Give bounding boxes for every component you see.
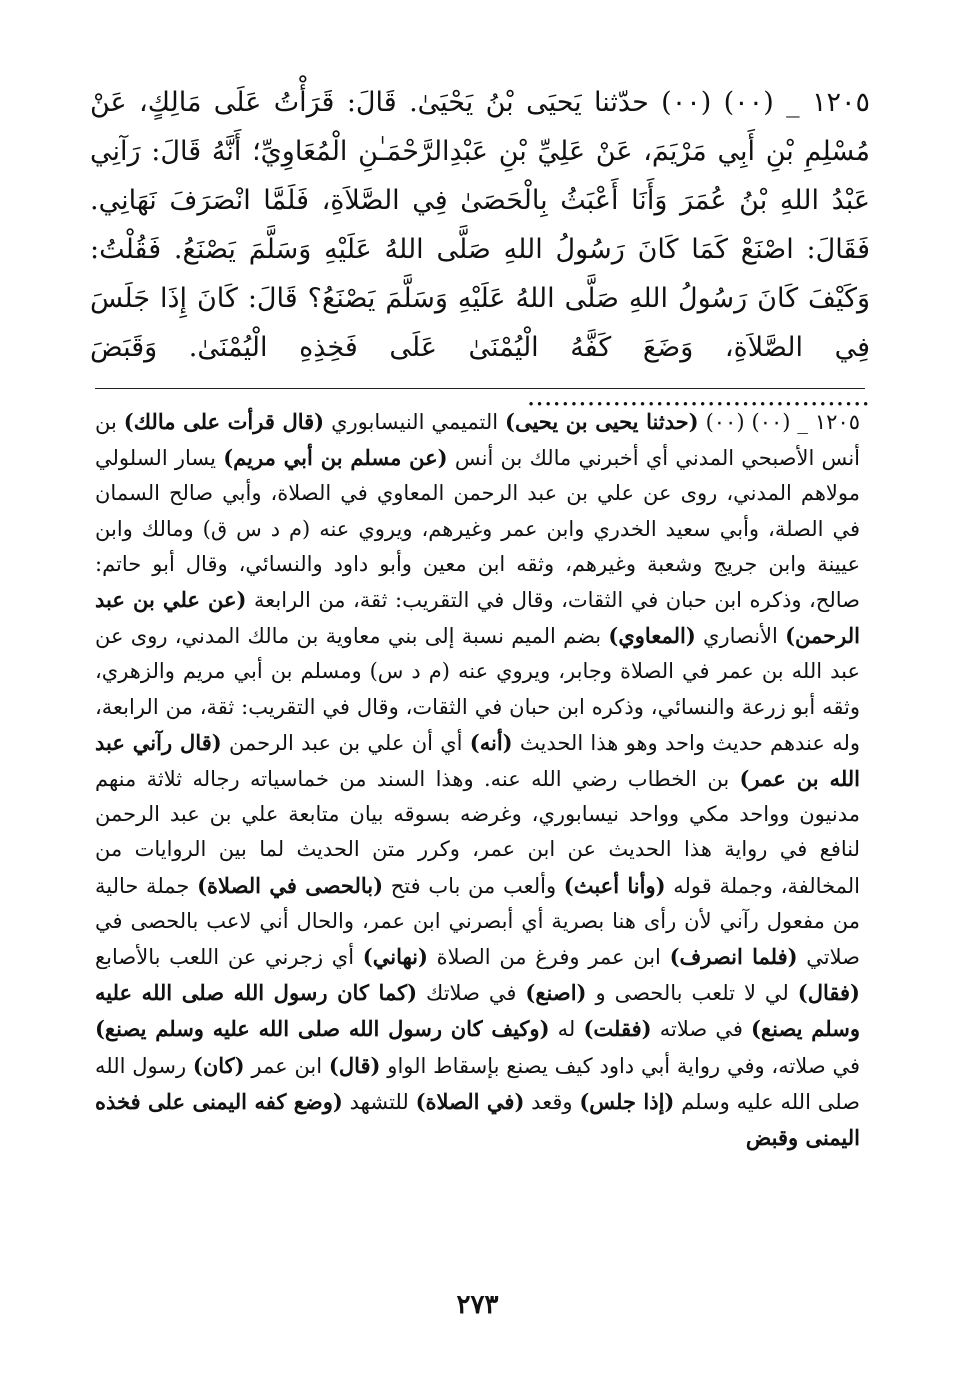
commentary-text: في صلاته، وفي رواية أبي داود كيف يصنع بإسقاط الواو [380,1053,861,1078]
commentary-text: له [549,1017,584,1042]
commentary-text: في صلاته [651,1017,752,1042]
commentary-text: بضم الميم نسبة إلى بني معاوية بن مالك المدني، روى عن عبد الله بن عمر في الصلاة وجابر، ويروي عنه (م د س) ومسلم بن أبي مريم والزهري، وثقه أبو زرعة والنسائي، وذكره ابن حبان في الثقات، وقال في التقريب: ثقة، من الرابعة، وله عندهم حديث واحد وهو هذا الحديث [95,624,860,755]
commentary-paragraph [95,404,860,1156]
commentary-quote: (قال) [328,1052,381,1078]
commentary-text: أي زجرني عن اللعب بالأصابع [95,945,363,970]
commentary-quote: (وكيف كان رسول الله صلى الله عليه وسلم يصنع) [95,1016,550,1042]
commentary-text: الأنصاري [695,624,786,649]
commentary-quote: (وأنا أعبث) [563,872,666,898]
commentary-quote: (كان) [192,1052,245,1078]
commentary-quote: (نهاني) [362,944,428,970]
commentary-quote: (فلما انصرف) [669,944,798,970]
commentary-text: يسار السلولي مولاهم المدني، روى عن علي بن عبد الرحمن المعاوي في الصلاة، وأبي صالح السمان في الصلة، وأبي سعيد الخدري وابن عمر وغيرهم، ويروي عنه (م د س ق) ومالك وابن عيينة وابن جريج وشعبة وغيرهم، وثقه ابن معين وأبو داود والنسائي، وقال أبو حاتم: صالح، وذكره ابن حبان في الثقات، وقال في التقريب: ثقة، من الرابعة [95,446,860,613]
commentary-quote: (وضع كفه اليمنى على فخذه اليمنى وقبض [95,1088,860,1151]
commentary-quote: (إذا جلس) [579,1088,675,1114]
commentary-text: أي أن علي بن عبد الرحمن [221,730,470,755]
commentary-quote: (كما كان رسول الله صلى الله عليه وسلم يصنع) [95,980,860,1042]
commentary-text: وألعب من باب فتح [383,873,564,898]
commentary-quote: (في الصلاة) [415,1088,525,1114]
hadith-text-block [90,78,870,421]
commentary-text: وقعد [524,1089,580,1114]
commentary-quote: (فقال) [797,980,860,1006]
commentary-text: ابن عمر [244,1053,329,1078]
commentary-text: ١٢٠٥ _ (٠٠) (٠٠) [698,410,861,434]
commentary-text: التميمي النيسابوري [324,410,506,434]
commentary-quote: (فقلت) [583,1016,652,1042]
commentary-quote: (اصنع) [525,980,587,1006]
commentary-text: ابن عمر وفرغ من الصلاة [427,945,670,970]
commentary-text: بن الخطاب رضي الله عنه. وهذا السند من خماسياته رجاله ثلاثة منهم مدنيون وواحد مكي وواحد نيسابوري، وغرضه بسوقه بيان متابعة علي بن عبد الرحمن لنافع في رواية هذا الحديث عن ابن عمر، وكرر متن الحديث لما بين الروايات من المخالفة، وجملة قوله [95,767,860,898]
commentary-text: جملة حالية من مفعول رآني لأن رأى هنا بصرية أي أبصرني ابن عمر، والحال أني لاعب بالحصى في صلاتي [95,873,861,970]
commentary-text: بن أنس الأصبحي المدني أي أخبرني مالك بن أنس [95,410,860,471]
commentary-quote: (المعاوي) [608,623,696,649]
hadith-text: ١٢٠٥ _ (٠٠) (٠٠) حدّثنا يَحيَى بْنُ يَحْيَىٰ. قَالَ: قَرَأْتُ عَلَى مَالِكٍ، عَنْ مُسْلِمِ بْنِ أَبِي مَرْيَمَ، عَنْ عَلِيِّ بْنِ عَبْدِالرَّحْمَـٰنِ الْمُعَاوِيِّ؛ أَنَّهُ قَالَ: رَآنِي عَبْدُ اللهِ بْنُ عُمَرَ وَأَنَا أَعْبَثُ بِالْحَصَىٰ فِي الصَّلاَةِ، فَلَمَّا انْصَرَفَ نَهَانِي. فَقَالَ: اصْنَعْ كَمَا كَانَ رَسُولُ اللهِ صَلَّى اللهُ عَلَيْهِ وَسَلَّمَ يَصْنَعُ. فَقُلْتُ: وَكَيْفَ كَانَ رَسُولُ اللهِ صَلَّى اللهُ عَلَيْهِ وَسَلَّمَ يَصْنَعُ؟ قَالَ: كَانَ إِذَا جَلَسَ فِي الصَّلاَةِ، وَضَعَ كَفَّهُ الْيُمْنَىٰ عَلَى فَخِذِهِ الْيُمْنَىٰ. وَقَبَضَ ........................................ [90,87,870,412]
commentary-quote: (حدثنا يحيى بن يحيى) [505,409,699,434]
commentary-quote: (بالحصى في الصلاة) [197,872,384,898]
commentary-text: للتشهد [342,1089,416,1114]
commentary-text: في صلاتك [417,981,526,1006]
commentary-quote: (أنه) [469,729,513,755]
commentary-quote: (عن علي بن عبد الرحمن) [95,587,860,649]
page-number: ٢٧٣ [456,1290,499,1320]
commentary-text: لي لا تلعب بالحصى و [586,981,798,1006]
commentary-quote: (عن مسلم بن أبي مريم) [223,445,448,471]
commentary-text: رسول الله صلى الله عليه وسلم [95,1053,860,1114]
commentary-quote: (قال قرأت على مالك) [123,409,325,434]
commentary-quote: (قال رآني عبد الله بن عمر) [95,729,861,792]
commentary-block [95,404,860,1156]
footnote-divider [95,388,865,389]
